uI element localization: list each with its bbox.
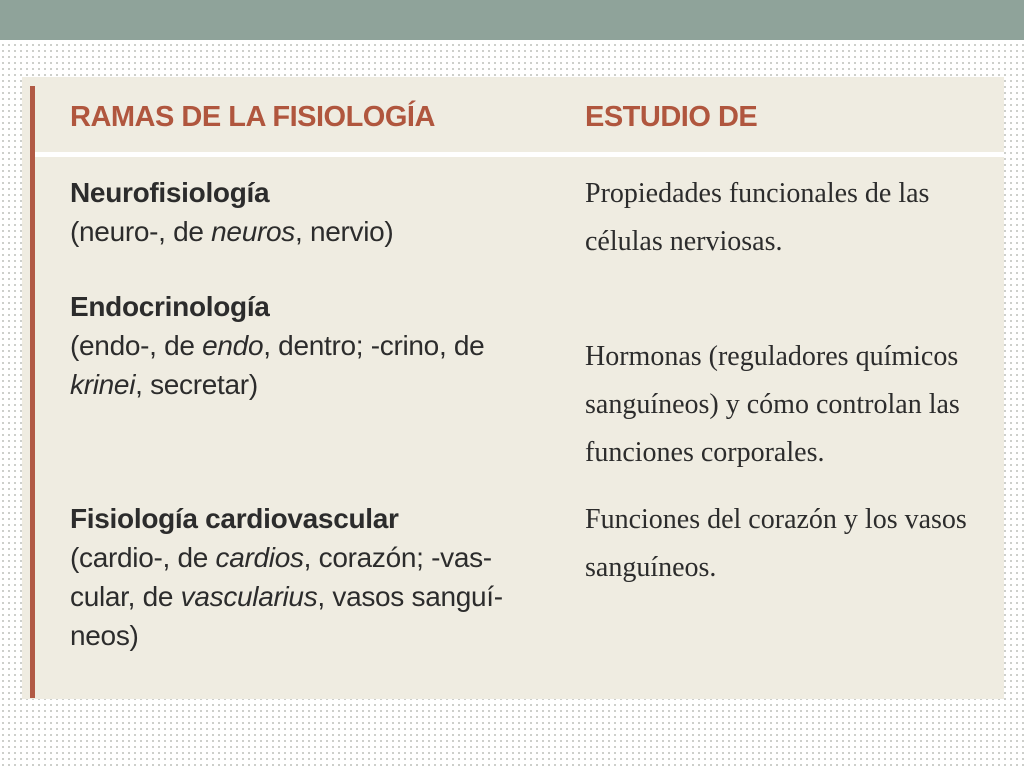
branch-name: Neurofisiología: [70, 177, 270, 208]
etymology-text: , vasos sanguí-: [317, 581, 503, 612]
etymology-text: cular, de: [70, 581, 181, 612]
etymology-text: , corazón; -vas-: [303, 542, 492, 573]
table-row-neurofisiologia-branch: [70, 173, 570, 251]
table-row-endocrinologia-branch: [70, 287, 570, 404]
etymology-text: (endo-, de: [70, 330, 203, 361]
etymology-italic-term: vascularius: [180, 581, 318, 612]
study-line: sanguíneos.: [585, 552, 717, 583]
study-line: Hormonas (reguladores químicos: [585, 341, 959, 372]
table-row-endocrinologia-study: [585, 333, 985, 477]
branch-name: Fisiología cardiovascular: [70, 503, 399, 534]
etymology-italic-term: cardios: [215, 542, 304, 573]
etymology-text: , secretar): [135, 369, 258, 400]
etymology-italic-term: neuros: [211, 216, 295, 247]
etymology-text: (neuro-, de: [70, 216, 212, 247]
etymology-text: , dentro; -crino, de: [263, 330, 485, 361]
etymology-line: [70, 616, 570, 655]
etymology-italic-term: krinei: [70, 369, 136, 400]
etymology-text: neos): [70, 620, 139, 651]
study-line: células nerviosas.: [585, 226, 783, 257]
slide-title-bar: [0, 0, 1024, 40]
table-row-cardiovascular-branch: [70, 499, 570, 655]
etymology-line: [70, 538, 570, 577]
etymology-line: [70, 577, 570, 616]
header-divider: [35, 152, 1004, 157]
study-line: funciones corporales.: [585, 437, 825, 468]
table-accent-rule: [30, 86, 35, 698]
header-study: ESTUDIO DE: [585, 101, 758, 133]
study-line: Funciones del corazón y los vasos: [585, 504, 967, 535]
header-branches: RAMAS DE LA FISIOLOGÍA: [70, 101, 435, 133]
table-row-neurofisiologia-study: [585, 170, 985, 266]
branch-name: Endocrinología: [70, 291, 270, 322]
etymology-line: [70, 212, 570, 251]
study-line: sanguíneos) y cómo controlan las: [585, 389, 960, 420]
etymology-text: (cardio-, de: [70, 542, 216, 573]
etymology-line: [70, 365, 570, 404]
etymology-italic-term: endo: [202, 330, 264, 361]
etymology-line: [70, 326, 570, 365]
study-line: Propiedades funcionales de las: [585, 178, 930, 209]
table-row-cardiovascular-study: [585, 496, 985, 592]
etymology-text: , nervio): [294, 216, 394, 247]
